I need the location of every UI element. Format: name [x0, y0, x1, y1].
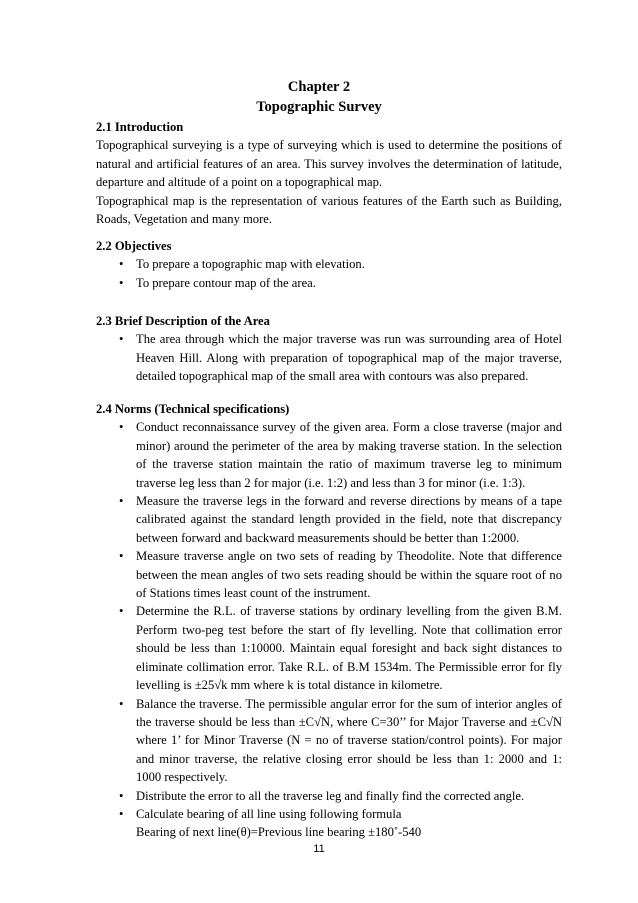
list-item	[96, 805, 562, 842]
list-item: • Determine the R.L. of traverse stations by ordinary levelling from the given B.M. Perform two-peg test before the start of fly levelling. Note that collimation error should be less than 1:10000. Maintain equal foresight and back sight distances to eliminate collimation error. Take R.L. of B.M 1534m. The Permissible error for fly levelling is ±25√k mm where k is total distance in kilometre.	[96, 602, 562, 694]
section-area-description	[96, 312, 562, 386]
chapter-number: Chapter 2	[287, 79, 351, 95]
list-item: • Measure the traverse legs in the forward and reverse directions by means of a tape calibrated against the standard length provided in the field, note that discrepancy between forward and backward measurements should be better than 1:2000.	[96, 492, 562, 547]
paragraph: Topographical map is the representation of various features of the Earth such as Building, Roads, Vegetation and many more.	[96, 193, 562, 227]
bullet-list	[96, 418, 562, 841]
list-item: • To prepare contour map of the area.	[96, 274, 562, 292]
list-item: • The area through which the major traverse was run was surrounding area of Hotel Heaven Hill. Along with preparation of topographical map of the major traverse, detailed topographical map of the small area with contours was also prepared.	[96, 330, 562, 385]
section-objectives	[96, 237, 562, 292]
list-item: • Measure traverse angle on two sets of reading by Theodolite. Note that difference between the mean angles of two sets reading should be within the square root of no of Stations times least count of the instrument.	[96, 547, 562, 602]
bearing-formula: Bearing of next line(θ)=Previous line bearing ±180˚-540	[136, 825, 422, 840]
page-number: 11	[313, 843, 325, 855]
list-item: • Balance the traverse. The permissible angular error for the sum of interior angles of the traverse should be less than ±C√N, where C=30’’ for Major Traverse and ±C√N where 1’ for Minor Traverse (N = no of traverse station/control points). For major and minor traverse, the relative closing error should be less than 1: 2000 and 1: 1000 respectively.	[96, 695, 562, 787]
paragraph: Topographical surveying is a type of surveying which is used to determine the positions of natural and artificial features of an area. This survey involves the determination of latitude, departure and altitude of a point on a topographical map.	[96, 138, 562, 190]
chapter-title: Topographic Survey	[256, 99, 382, 115]
section-heading: 2.1 Introduction	[96, 120, 184, 134]
bullet-list	[96, 255, 562, 292]
section-introduction	[96, 118, 562, 228]
list-item-text: • Calculate bearing of all line using following formula	[136, 806, 402, 821]
section-heading: 2.2 Objectives	[96, 239, 172, 253]
bullet-list	[96, 330, 562, 385]
section-norms	[96, 400, 562, 842]
section-heading: 2.4 Norms (Technical specifications)	[96, 402, 290, 416]
section-heading: 2.3 Brief Description of the Area	[96, 314, 270, 328]
list-item: • Distribute the error to all the traverse leg and finally find the corrected angle.	[96, 787, 562, 805]
list-item: • Conduct reconnaissance survey of the given area. Form a close traverse (major and minor) around the perimeter of the area by making traverse station. In the selection of the traverse station maintain the ratio of maximum traverse leg to minimum traverse leg less than 2 for major (i.e. 1:2) and less than 3 for minor (i.e. 1:3).	[96, 418, 562, 492]
list-item: • To prepare a topographic map with elevation.	[96, 255, 562, 273]
